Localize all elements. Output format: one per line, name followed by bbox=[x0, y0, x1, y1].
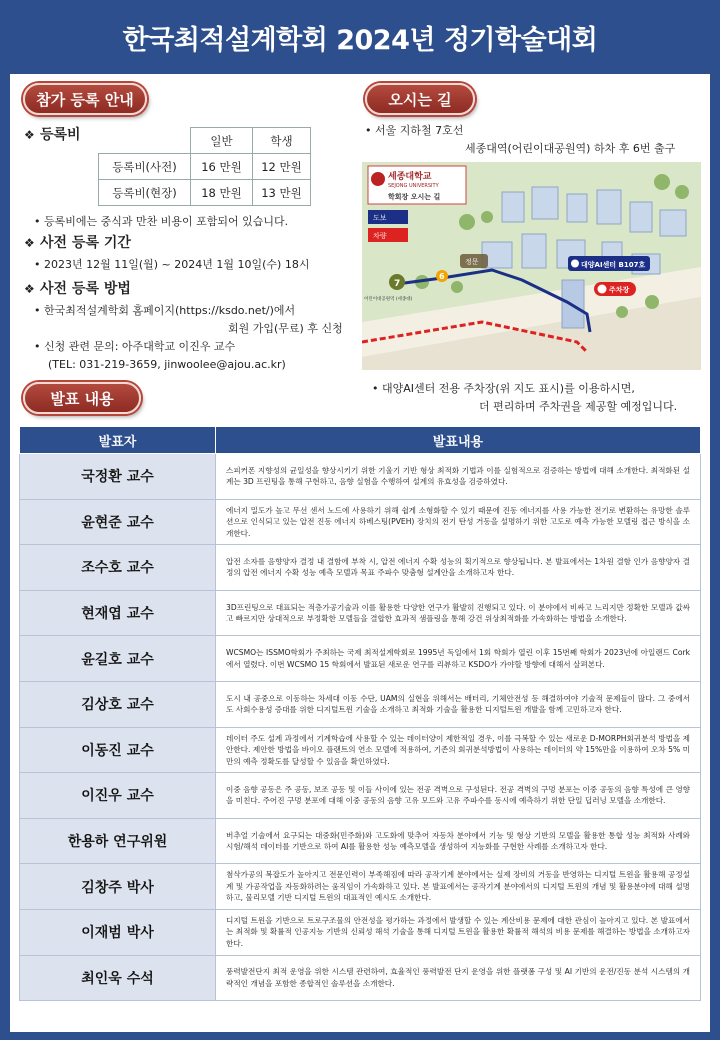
presenter-name: 최인욱 수석 bbox=[20, 955, 216, 1001]
col-presenter: 발표자 bbox=[20, 427, 216, 454]
presentation-desc: 압전 소자를 음향양자 결정 내 결함에 부착 시, 압전 에너지 수확 성능의 획기적으로 향상됩니다. 본 발표에서는 1차원 결함 인가 음향양자 결정의 압전 에너지 수확 성능 예측 모델과 목표 주파수 맞춤형 설계안을 소개하고자 한다. bbox=[216, 545, 701, 591]
building-label: 대양AI센터 B107호 bbox=[581, 261, 646, 269]
method-line-2: 회원 가입(무료) 후 신청 bbox=[228, 322, 343, 335]
content-panel bbox=[10, 74, 710, 1032]
subway-line-1: • 서울 지하철 7호선 bbox=[365, 124, 464, 137]
presenter-name: 윤현준 교수 bbox=[20, 499, 216, 545]
table-row bbox=[20, 909, 701, 955]
map-univ-name-en: SEJONG UNIVERSITY bbox=[388, 183, 439, 189]
table-row bbox=[20, 590, 701, 636]
table-row bbox=[20, 681, 701, 727]
gate-label: 정문 bbox=[465, 258, 479, 266]
subway-line-number: 7 bbox=[394, 279, 401, 289]
presenter-name: 윤길호 교수 bbox=[20, 636, 216, 682]
fee-cell: 16 만원 bbox=[191, 154, 253, 180]
university-logo-icon bbox=[371, 172, 385, 186]
table-row bbox=[20, 864, 701, 910]
presenter-name: 김창주 박사 bbox=[20, 864, 216, 910]
presentations-heading: 발표 내용 bbox=[23, 382, 141, 414]
table-row bbox=[20, 818, 701, 864]
parking-label: 주차장 bbox=[609, 286, 630, 294]
campus-map-illustration bbox=[362, 162, 701, 370]
station-label: 어린이대공원역 (세종대) bbox=[364, 297, 413, 302]
presenter-name: 이재범 박사 bbox=[20, 909, 216, 955]
fee-row-label: 등록비(사전) bbox=[99, 154, 191, 180]
table-row bbox=[20, 773, 701, 819]
presenter-name: 조수호 교수 bbox=[20, 545, 216, 591]
registration-method-title: ❖ 사전 등록 방법 bbox=[24, 281, 131, 297]
fee-cell: 12 만원 bbox=[253, 154, 311, 180]
diamond-bullet-icon: ❖ bbox=[24, 282, 35, 296]
presentation-desc: 디지털 트윈을 기반으로 트로구조물의 안전성을 평가하는 과정에서 발생할 수 있는 계산비용 문제에 대한 관심이 높아지고 있다. 본 발표에서는 최적화 및 확률적 인공지능 기반의 신뢰성 해석 기술을 통해 디지털 트윈을 활용한 확률적 해석의 비용 문제를 해결하는 방법을 소개하고자 한다. bbox=[216, 909, 701, 955]
presenter-name: 이동진 교수 bbox=[20, 727, 216, 773]
presenter-name: 국정환 교수 bbox=[20, 454, 216, 500]
pre-registration-period: • 2023년 12월 11일(월) ~ 2024년 1월 10일(수) 18시 bbox=[34, 258, 310, 271]
directions-heading: 오시는 길 bbox=[365, 83, 475, 115]
fee-title: ❖ 등록비 bbox=[24, 127, 81, 143]
pre-registration-title: ❖ 사전 등록 기간 bbox=[24, 235, 131, 251]
fee-row bbox=[99, 180, 311, 206]
presentation-desc: 이중 음향 공동은 주 공동, 보조 공동 및 이들 사이에 있는 전공 격벽으로 구성된다. 전공 격벽의 구멍 분포는 이중 공동의 음향 특성에 큰 영향을 미친다. 주어진 구멍 분포에 대해 이중 공동의 음향 고유 모드와 고유 주파수를 동시에 예측하기 위한 단일 딥러닝 모델을 소개한다. bbox=[216, 773, 701, 819]
presentation-desc: 에너지 밀도가 높고 무선 센서 노드에 사용하기 위해 쉽게 소형화할 수 있기 때문에 진동 에너지를 사용 가능한 전기로 변환하는 유망한 솔루션으로 인식되고 있는 압전 진동 에너지 하베스팅(PVEH) 장치의 전기 탄성 거동을 설명하기 위한 고도로 예측 가능한 모델링 접근 방식을 소개한다. bbox=[216, 499, 701, 545]
presentation-desc: WCSMO는 ISSMO학회가 주최하는 국제 최적설계학회로 1995년 독일에서 1회 학회가 열린 이후 15번째 학회가 2023년에 아일랜드 Cork에서 열렸다. 이번 WCSMO 15 학회에서 발표된 새로운 연구를 리뷰하고 KSDO가 가야할 방향에 대해서 살펴본다. bbox=[216, 636, 701, 682]
page-title: 한국최적설계학회 2024년 정기학술대회 bbox=[122, 24, 598, 56]
presentation-desc: 데이터 주도 설계 과정에서 기계학습에 사용할 수 있는 데이터양이 제한적일 경우, 이를 극복할 수 있는 새로운 D-MORPH회귀분석 방법을 제안한다. 제안한 방법을 바이오 플랜트의 연소 모델에 적용하여, 기존의 회귀분석방법이 사용하는 데이터의 약 15%만을 이용하여 오차 5% 미만의 예측 정확도를 달성할 수 있음을 확인하였다. bbox=[216, 727, 701, 773]
presenter-name: 현재엽 교수 bbox=[20, 590, 216, 636]
fee-row-label: 등록비(현장) bbox=[99, 180, 191, 206]
fee-cell: 18 만원 bbox=[191, 180, 253, 206]
presentation-desc: 3D프린팅으로 대표되는 적층가공기술과 이를 활용한 다양한 연구가 활발히 진행되고 있다. 이 분야에서 비싸고 느리지만 정확한 모델과 값싸고 빠르지만 상대적으로 부정확한 모델들을 결합한 효과적 샘플링을 통해 강건 위상최적화를 가속화하는 방법을 소개한다. bbox=[216, 590, 701, 636]
fee-cell: 13 만원 bbox=[253, 180, 311, 206]
table-row bbox=[20, 955, 701, 1001]
presentation-desc: 스피커폰 지향성의 균일성을 향상시키기 위한 기울기 기반 형상 최적화 기법과 이를 실험적으로 검증하는 방법에 대해 소개한다. 최적화된 설계는 3D 프린팅을 통해 구현하고, 음향 실험을 수행하여 설계의 유효성을 검증하였다. bbox=[216, 454, 701, 500]
diamond-bullet-icon: ❖ bbox=[24, 236, 35, 250]
presenter-name: 이진우 교수 bbox=[20, 773, 216, 819]
presentation-desc: 풍력발전단지 최적 운영을 위한 시스템 관련하여, 효율적인 풍력발전 단지 운영을 위한 플랫폼 구성 및 AI 기반의 운전/진동 분석 시스템의 개략적인 개념을 포함한 종합적인 솔루션을 소개한다. bbox=[216, 955, 701, 1001]
legend-walk: 도보 bbox=[373, 214, 387, 222]
exit-number: 6 bbox=[439, 272, 445, 281]
table-row bbox=[20, 454, 701, 500]
subway-line-2: 세종대역(어린이대공원역) 하차 후 6번 출구 bbox=[465, 142, 676, 155]
fee-header-general: 일반 bbox=[191, 128, 253, 154]
parking-line-1: • 대양AI센터 전용 주차장(위 지도 표시)를 이용하시면, bbox=[372, 382, 635, 395]
map-univ-name: 세종대학교 bbox=[388, 172, 432, 182]
table-row bbox=[20, 545, 701, 591]
contact-line-2: (TEL: 031-219-3659, jinwoolee@ajou.ac.kr) bbox=[48, 358, 286, 371]
table-row bbox=[20, 727, 701, 773]
presentations-table bbox=[19, 426, 701, 1001]
presentations-table-header bbox=[20, 427, 701, 454]
registration-heading: 참가 등록 안내 bbox=[23, 83, 147, 115]
parking-line-2: 더 편리하며 주차권을 제공할 예정입니다. bbox=[479, 400, 678, 413]
fee-note: • 등록비에는 중식과 만찬 비용이 포함되어 있습니다. bbox=[34, 215, 289, 228]
presentation-desc: 버추얼 기술에서 요구되는 대중화(민주화)와 고도화에 맞추어 자동차 분야에서 기능 및 형상 기반의 모델을 활용한 통합 성능 최적화 사례와 시험/해석 데이터를 기반으로 하여 AI를 활용한 성능 예측모델을 생성하여 지능화를 구현한 사례를 소개하고자 한다. bbox=[216, 818, 701, 864]
col-content: 발표내용 bbox=[216, 427, 701, 454]
legend-car: 차량 bbox=[373, 232, 387, 240]
table-row bbox=[20, 499, 701, 545]
table-row bbox=[20, 636, 701, 682]
method-line-1: • 한국최적설계학회 홈페이지(https://ksdo.net/)에서 bbox=[34, 304, 296, 317]
diamond-bullet-icon: ❖ bbox=[24, 128, 35, 142]
fee-table bbox=[98, 127, 311, 206]
presentation-desc: 도시 내 공중으로 이동하는 차세대 이동 수단, UAM의 실현을 위해서는 배터리, 기체안전성 등 해결하여야 기술적 문제들이 많다. 그 중에서도 사회수용성 증대를 위한 디지털트윈 기술을 소개하고 최적화 기술을 활용한 디지털트윈 개발을 함께 고민하고자 한다. bbox=[216, 681, 701, 727]
location-pin-icon bbox=[571, 260, 579, 268]
fee-table-header bbox=[99, 128, 311, 154]
parking-icon bbox=[598, 285, 607, 294]
map-subtitle: 학회장 오시는 길 bbox=[388, 193, 441, 201]
presenter-name: 한용하 연구위원 bbox=[20, 818, 216, 864]
campus-map bbox=[362, 162, 701, 370]
presenter-name: 김상호 교수 bbox=[20, 681, 216, 727]
contact-line-1: • 신청 관련 문의: 아주대학교 이진우 교수 bbox=[34, 340, 236, 353]
presentation-desc: 첨삭가공의 복잡도가 높아지고 전문인력이 부족해짐에 따라 공작기계 분야에서는 실제 장비의 거동을 반영하는 디지털 트윈을 활용해 공정설계 및 가공작업을 자동화하려는 움직임이 가속화하고 있다. 본 발표에서는 공작기계 분야에서의 디지털 트윈의 개념 및 활용분야에 대해 설명하고, 물리모델 기반 디지털 트윈의 대표적인 예시도 소개한다. bbox=[216, 864, 701, 910]
fee-header-empty bbox=[99, 128, 191, 154]
fee-row bbox=[99, 154, 311, 180]
fee-header-student: 학생 bbox=[253, 128, 311, 154]
